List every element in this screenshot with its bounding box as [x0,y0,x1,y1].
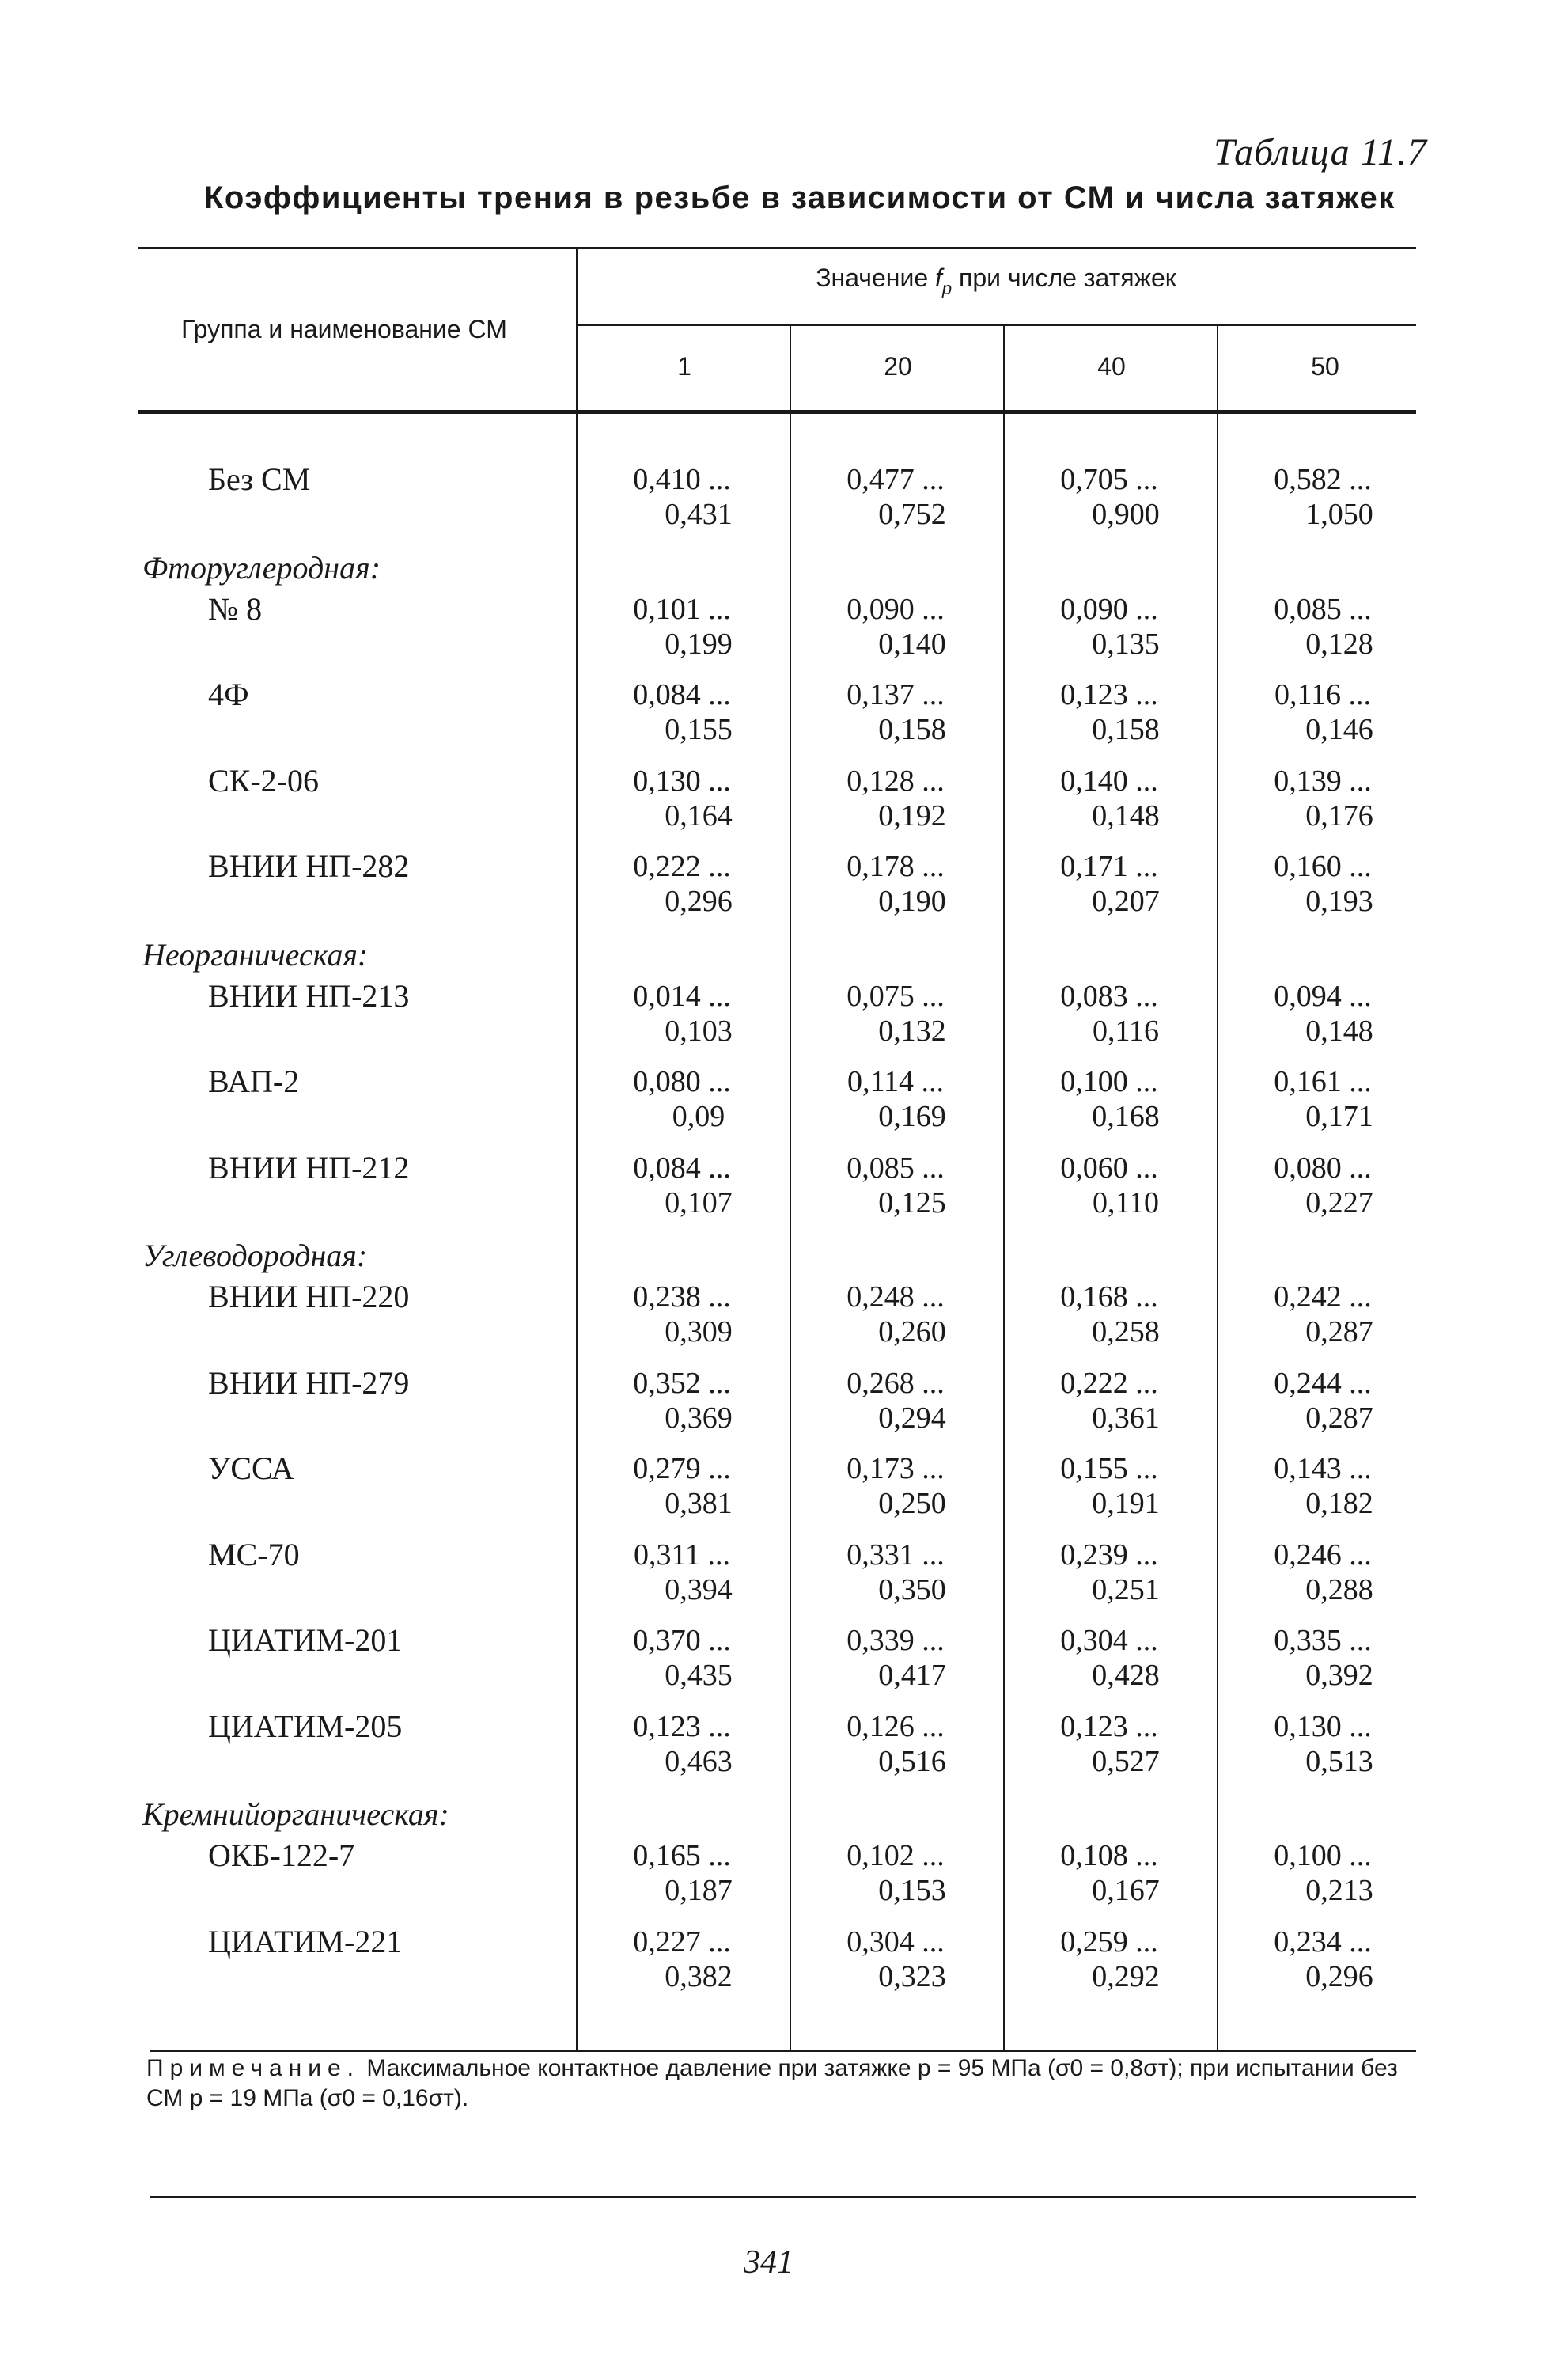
value-cell [1005,1151,1218,1220]
value-cell [1218,764,1432,833]
value-min: 0,126 ... [846,1709,945,1743]
value-min: 0,116 ... [1274,678,1372,711]
value-cell [791,1623,1005,1693]
value-min: 0,222 ... [633,850,731,883]
value-min: 0,370 ... [633,1624,731,1657]
value-max: 0,125 [878,1185,946,1219]
value-max: 0,135 [1092,627,1160,661]
value-max: 0,323 [878,1959,946,1993]
value-max: 0,392 [1305,1659,1373,1692]
value-min: 0,410 ... [633,463,731,496]
value-cell [1005,1280,1218,1349]
value-cell [1218,1838,1432,1908]
value-max: 0,167 [1092,1874,1160,1907]
value-min: 0,083 ... [1060,979,1158,1013]
value-column-header [576,264,1416,299]
value-min: 0,130 ... [1274,1709,1372,1743]
row-label: ЦИАТИМ-221 [208,1923,403,1959]
row-label: ВНИИ НП-220 [208,1279,410,1314]
value-max: 0,428 [1092,1659,1160,1692]
value-cell [1005,462,1218,532]
value-max: 0,463 [665,1744,733,1778]
tightenings-header-50: 50 [1311,352,1339,381]
value-cell [578,677,791,747]
value-min: 0,160 ... [1274,850,1372,883]
value-min: 0,123 ... [1060,678,1158,711]
value-cell [578,849,791,919]
value-cell [1218,979,1432,1049]
value-min: 0,173 ... [846,1452,945,1485]
value-max: 0,155 [665,713,733,746]
value-cell [791,1709,1005,1779]
tightenings-header-20: 20 [884,352,912,381]
value-min: 0,102 ... [846,1839,945,1872]
value-cell [1005,849,1218,919]
value-min: 0,014 ... [633,979,731,1013]
table-note [146,2054,1436,2114]
value-max: 0,213 [1305,1874,1373,1907]
value-min: 0,582 ... [1274,463,1372,496]
value-min: 0,155 ... [1060,1452,1158,1485]
table-bottom-rule [150,2050,1416,2052]
value-max: 0,103 [665,1014,733,1048]
value-cell [791,1925,1005,1994]
value-max: 0,128 [1305,627,1373,661]
value-min: 0,244 ... [1274,1366,1372,1400]
value-min: 0,161 ... [1274,1065,1372,1098]
value-cell [578,462,791,532]
value-max: 0,381 [665,1487,733,1520]
value-max: 0,394 [665,1572,733,1606]
group-title: Углеводородная: [142,1238,368,1273]
value-min: 0,143 ... [1274,1452,1372,1485]
header-bottom-rule [138,410,1416,414]
value-max: 0,417 [878,1659,946,1692]
value-min: 0,137 ... [846,678,945,711]
value-min: 0,171 ... [1060,850,1158,883]
value-cell [791,1451,1005,1521]
value-min: 0,335 ... [1274,1624,1372,1657]
value-min: 0,100 ... [1060,1065,1158,1098]
value-cell [578,1623,791,1693]
value-min: 0,477 ... [846,463,945,496]
value-cell [791,1151,1005,1220]
value-max: 0,361 [1092,1401,1160,1435]
value-cell [578,1838,791,1908]
row-label: МС-70 [208,1536,300,1572]
row-label: ВАП-2 [208,1064,300,1099]
value-max: 0,199 [665,627,733,661]
value-max: 0,153 [878,1874,946,1907]
value-min: 0,234 ... [1274,1925,1372,1959]
value-max: 0,287 [1305,1401,1373,1435]
value-min: 0,123 ... [1060,1709,1158,1743]
value-max: 0,171 [1305,1100,1373,1133]
value-cell [578,1151,791,1220]
value-min: 0,094 ... [1274,979,1372,1013]
value-max: 0,158 [878,713,946,746]
value-max: 0,182 [1305,1487,1373,1520]
value-min: 0,090 ... [1060,592,1158,626]
value-cell [578,1451,791,1521]
value-max: 0,164 [665,798,733,832]
value-max: 1,050 [1305,498,1373,531]
value-max: 0,369 [665,1401,733,1435]
value-min: 0,239 ... [1060,1538,1158,1572]
value-cell [1005,1451,1218,1521]
value-max: 0,296 [665,885,733,918]
page-number: 341 [744,2244,793,2281]
value-min: 0,101 ... [633,592,731,626]
value-cell [578,1064,791,1134]
value-min: 0,705 ... [1060,463,1158,496]
value-max: 0,287 [1305,1315,1373,1348]
value-min: 0,248 ... [846,1280,945,1314]
value-max: 0,435 [665,1659,733,1692]
value-max: 0,431 [665,498,733,531]
value-cell [578,1280,791,1349]
value-max: 0,193 [1305,885,1373,918]
value-max: 0,292 [1092,1959,1160,1993]
value-min: 0,279 ... [633,1452,731,1485]
value-min: 0,331 ... [846,1538,945,1572]
row-label: СК-2-06 [208,762,319,798]
value-cell [1005,1366,1218,1435]
value-max: 0,900 [1092,498,1160,531]
value-min: 0,238 ... [633,1280,731,1314]
value-max: 0,207 [1092,885,1160,918]
row-label: ЦИАТИМ-201 [208,1622,403,1658]
value-cell [1218,1925,1432,1994]
note-text: Максимальное контактное давление при затяжке p = 95 МПа (σ0 = 0,8σт); при испытании без СМ p = 19 МПа (σ0 = 0,16σт). [146,2055,1398,2111]
row-label: № 8 [208,590,263,627]
value-min: 0,128 ... [846,764,945,798]
value-max: 0,227 [1305,1185,1373,1219]
value-cell [791,979,1005,1049]
value-min: 0,222 ... [1060,1366,1158,1400]
value-max: 0,148 [1092,798,1160,832]
row-label: ВНИИ НП-282 [208,848,410,884]
value-cell [1218,1366,1432,1435]
row-label: ЦИАТИМ-205 [208,1708,403,1744]
friction-symbol: f [935,264,942,292]
value-cell [791,1366,1005,1435]
value-min: 0,140 ... [1060,764,1158,798]
value-max: 0,148 [1305,1014,1373,1048]
value-max: 0,146 [1305,713,1373,746]
value-cell [1005,677,1218,747]
value-cell [578,764,791,833]
group-title: Фторуглеродная: [142,549,381,586]
value-cell [791,1538,1005,1607]
value-max: 0,192 [878,798,946,832]
row-label: ВНИИ НП-213 [208,977,410,1014]
value-max: 0,250 [878,1487,946,1520]
value-cell [1005,1709,1218,1779]
value-cell [1218,1151,1432,1220]
value-cell [1005,1538,1218,1607]
value-cell [1218,849,1432,919]
value-cell [578,1925,791,1994]
value-cell [1005,1838,1218,1908]
value-max: 0,187 [665,1874,733,1907]
group-title: Неорганическая: [142,936,369,973]
value-cell [1218,1064,1432,1134]
value-max: 0,132 [878,1014,946,1048]
page-footer-rule [150,2196,1416,2198]
value-cell [1218,592,1432,662]
friction-subscript: р [941,279,953,298]
row-label: ВНИИ НП-279 [208,1364,410,1401]
value-min: 0,075 ... [846,979,945,1013]
row-label: ВНИИ НП-212 [208,1149,410,1185]
value-cell [791,677,1005,747]
value-max: 0,288 [1305,1572,1373,1606]
value-cell [1218,462,1432,532]
value-max: 0,140 [878,627,946,661]
value-min: 0,339 ... [846,1624,945,1657]
value-min: 0,060 ... [1060,1151,1158,1185]
table-top-rule [138,247,1416,249]
value-min: 0,259 ... [1060,1925,1158,1959]
value-max: 0,107 [665,1185,733,1219]
tightenings-header-1: 1 [677,352,691,381]
value-cell [578,979,791,1049]
value-cell [791,764,1005,833]
value-min: 0,114 ... [846,1065,945,1098]
value-min: 0,311 ... [633,1538,731,1572]
value-cell [578,1538,791,1607]
value-min: 0,080 ... [633,1065,731,1098]
value-min: 0,178 ... [846,850,945,883]
value-cell [791,1280,1005,1349]
value-max: 0,260 [878,1315,946,1348]
value-max: 0,190 [878,885,946,918]
note-lead: Примечание. [146,2055,360,2081]
tightenings-header-40: 40 [1097,352,1126,381]
value-min: 0,084 ... [633,1151,731,1185]
value-max: 0,09 [672,1100,725,1133]
value-cell [1218,677,1432,747]
value-max: 0,527 [1092,1744,1160,1778]
value-cell [791,1064,1005,1134]
value-min: 0,268 ... [846,1366,945,1400]
value-min: 0,304 ... [846,1925,945,1959]
value-max: 0,382 [665,1959,733,1993]
value-max: 0,191 [1092,1487,1160,1520]
value-max: 0,176 [1305,798,1373,832]
value-cell [1218,1280,1432,1349]
value-min: 0,242 ... [1274,1280,1372,1314]
value-min: 0,108 ... [1060,1839,1158,1872]
value-cell [578,1366,791,1435]
value-max: 0,752 [878,498,946,531]
value-max: 0,309 [665,1315,733,1348]
value-cell [791,849,1005,919]
table-title: Коэффициенты трения в резьбе в зависимости от СМ и числа затяжек [204,180,1396,215]
value-min: 0,246 ... [1274,1538,1372,1572]
value-max: 0,110 [1092,1185,1160,1219]
table-number: Таблица 11.7 [1214,131,1427,173]
value-cell [1005,1064,1218,1134]
value-cell [1218,1451,1432,1521]
value-max: 0,251 [1092,1572,1160,1606]
value-max: 0,169 [878,1100,946,1133]
value-cell [1218,1538,1432,1607]
row-label: ОКБ-122-7 [208,1837,355,1873]
row-label: 4Ф [208,677,249,712]
value-max: 0,516 [878,1744,946,1778]
group-column-header: Группа и наименование СМ [181,315,507,343]
value-min: 0,165 ... [633,1839,731,1872]
value-min: 0,085 ... [846,1151,945,1185]
value-max: 0,158 [1092,713,1160,746]
value-min: 0,090 ... [846,592,945,626]
value-cell [1218,1709,1432,1779]
value-cell [1005,1623,1218,1693]
value-cell [791,592,1005,662]
value-cell [1005,592,1218,662]
value-min: 0,352 ... [633,1366,731,1400]
value-cell [1005,764,1218,833]
value-min: 0,227 ... [633,1925,731,1959]
value-cell [791,462,1005,532]
value-max: 0,294 [878,1401,946,1435]
value-header-suffix: при числе затяжек [952,264,1176,292]
value-min: 0,304 ... [1060,1624,1158,1657]
value-min: 0,123 ... [633,1709,731,1743]
row-label: Без СМ [208,461,311,497]
value-min: 0,130 ... [633,764,731,798]
header-sub-rule [576,324,1416,326]
value-min: 0,084 ... [633,678,731,711]
value-cell [1005,979,1218,1049]
value-min: 0,085 ... [1274,592,1372,626]
value-header-prefix: Значение [816,264,935,292]
row-label: УССА [208,1451,294,1486]
group-title: Кремнийорганическая: [142,1796,449,1832]
value-max: 0,350 [878,1572,946,1606]
value-cell [578,592,791,662]
value-min: 0,100 ... [1274,1839,1372,1872]
value-max: 0,116 [1092,1014,1160,1048]
value-cell [1005,1925,1218,1994]
value-cell [1218,1623,1432,1693]
value-min: 0,168 ... [1060,1280,1158,1314]
value-max: 0,513 [1305,1744,1373,1778]
value-max: 0,296 [1305,1959,1373,1993]
value-min: 0,139 ... [1274,764,1372,798]
value-cell [791,1838,1005,1908]
value-cell [578,1709,791,1779]
value-max: 0,258 [1092,1315,1160,1348]
value-min: 0,080 ... [1274,1151,1372,1185]
value-max: 0,168 [1092,1100,1160,1133]
